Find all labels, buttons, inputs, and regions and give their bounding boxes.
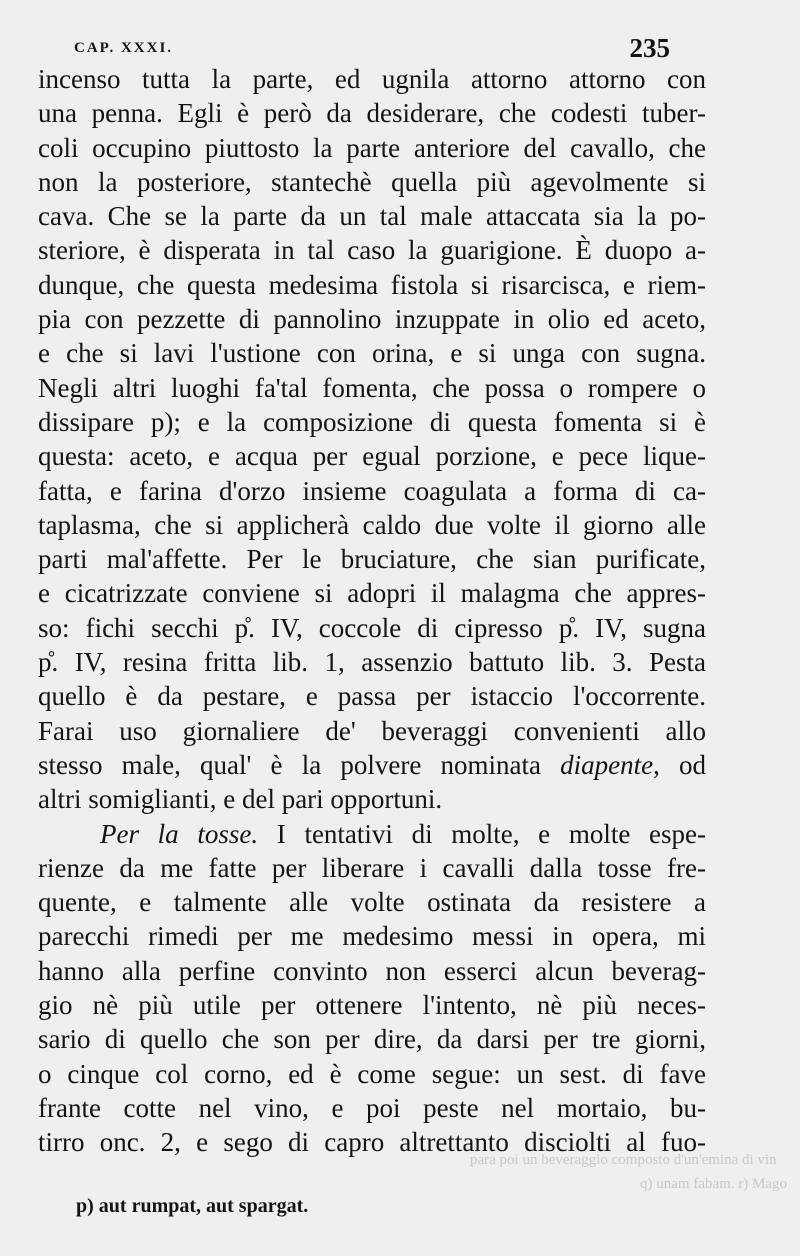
text-line: coli occupino piuttosto la parte anteriore del cavallo, che [38, 132, 706, 163]
text-line: rienze da me fatte per liberare i cavalli dalla tosse fre- [38, 852, 706, 883]
section-heading-per-la-tosse: Per la tosse. [100, 818, 259, 849]
text-line: steriore, è disperata in tal caso la guarigione. È duopo a- [38, 235, 706, 266]
text-line: quente, e talmente alle volte ostinata da resistere a [38, 887, 706, 918]
text-line: incenso tutta la parte, ed ugnila attorno attorno con [38, 64, 706, 94]
text-line: taplasma, che si applicherà caldo due volte il giorno alle [38, 509, 706, 540]
bleed-through-text: q) unam fabam. r) Mago [640, 1176, 788, 1192]
text-line: Farai uso giornaliere de' beveraggi convenienti allo [38, 715, 706, 746]
text-line: p̊. IV, resina fritta lib. 1, assenzio battuto lib. 3. Pesta [38, 647, 706, 678]
text-line: so: fichi secchi p̊. IV, coccole di cipresso p̊. IV, sugna [38, 612, 706, 643]
running-head: CAP. XXXI. [74, 40, 174, 56]
text-line: e cicatrizzate conviene si adopri il malagma che appres- [38, 578, 706, 609]
text-line: Negli altri luoghi fa'tal fomenta, che possa o rompere o [38, 372, 706, 403]
text-line: questa: aceto, e acqua per egual porzione, e pece lique- [38, 441, 706, 472]
text-segment: I tentativi di molte, e molte espe- [258, 818, 706, 849]
text-segment: , od [653, 749, 706, 780]
text-line: sario di quello che son per dire, da darsi per tre giorni, [38, 1024, 706, 1055]
text-line: frante cotte nel vino, e poi peste nel mortaio, bu- [38, 1092, 706, 1123]
text-line: parecchi rimedi per me medesimo messi in opera, mi [38, 921, 706, 952]
text-line: quello è da pestare, e passa per istaccio l'occorrente. [38, 681, 706, 712]
body-text [38, 62, 706, 1160]
footnote: p) aut rumpat, aut spargat. [76, 1195, 309, 1217]
bleed-through-text: para poi un beveraggio composto d'un'emina di vin [470, 1152, 777, 1168]
text-line: fatta, e farina d'orzo insieme coagulata a forma di ca- [38, 475, 706, 506]
italic-term-diapente: diapente [560, 749, 654, 780]
text-line: o cinque col corno, ed è come segue: un sest. di fave [38, 1058, 706, 1089]
text-line: dunque, che questa medesima fistola si risarcisca, e riem- [38, 269, 706, 300]
text-line: tirro onc. 2, e sego di capro altrettanto disciolti al fuo- [38, 1127, 706, 1158]
section-heading-line [38, 817, 706, 851]
text-segment: stesso male, qual' è la polvere nominata [38, 749, 561, 780]
text-line: una penna. Egli è però da desiderare, che codesti tuber- [38, 98, 706, 129]
text-line: pia con pezzette di pannolino inzuppate in olio ed aceto, [38, 304, 706, 335]
text-line: gio nè più utile per ottenere l'intento, nè più neces- [38, 990, 706, 1021]
page-number: 235 [629, 33, 670, 63]
text-line: e che si lavi l'ustione con orina, e si unga con sugna. [38, 338, 706, 369]
text-line-paragraph-end: altri somiglianti, e del pari opportuni. [38, 784, 443, 815]
text-line: dissipare p); e la composizione di questa fomenta si è [38, 406, 706, 437]
text-line: cava. Che se la parte da un tal male attaccata sia la po- [38, 201, 706, 232]
text-line: hanno alla perfine convinto non esserci alcun beverag- [38, 955, 706, 986]
page-header [74, 33, 670, 64]
text-line-with-italic [38, 748, 706, 782]
text-line: non la posteriore, stantechè quella più agevolmente si [38, 166, 706, 197]
text-line: parti mal'affette. Per le bruciature, che sian purificate, [38, 544, 706, 575]
